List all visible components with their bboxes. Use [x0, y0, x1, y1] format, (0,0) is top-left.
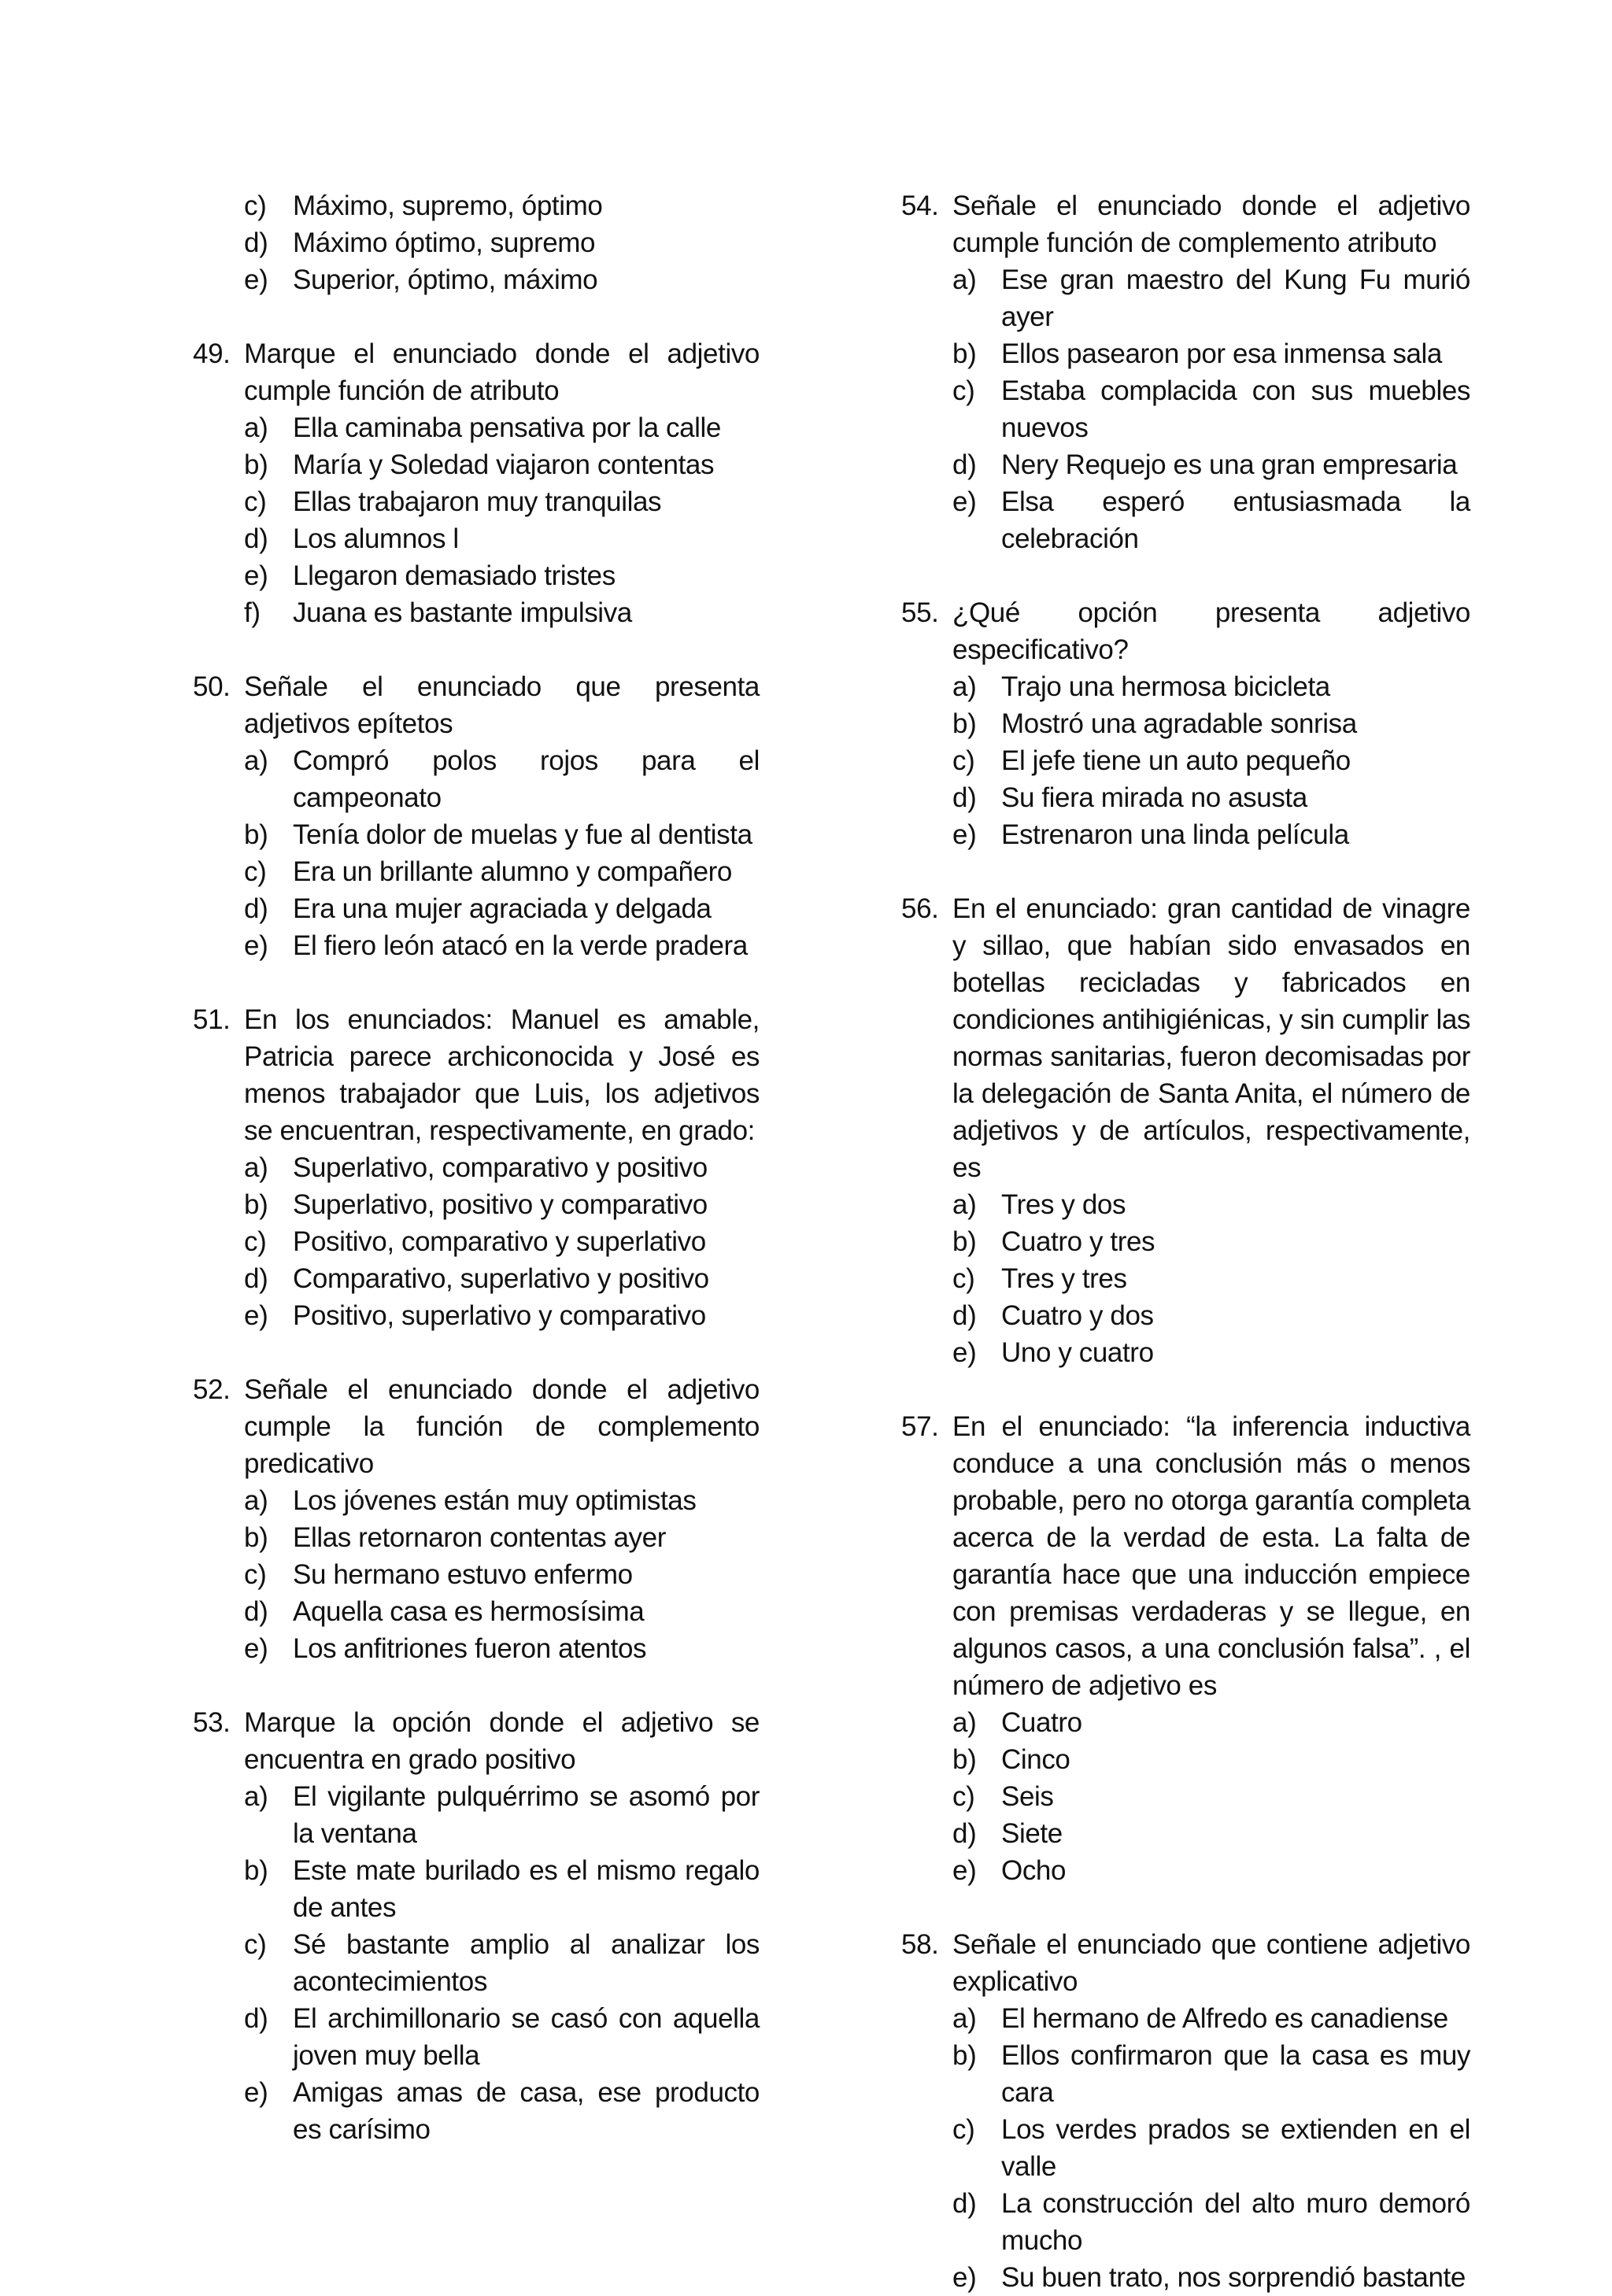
question-stem: [193, 668, 760, 742]
answer-option: [952, 1223, 1470, 1260]
option-letter: b): [244, 449, 268, 480]
answer-option: [244, 816, 760, 853]
question-text: En el enunciado: gran cantidad de vinagre y sillao, que habían sido envasados en botellas recicladas y fabricados en condiciones antihigiénicas, y sin cumplir las normas sanitarias, fueron decomisadas por la delegación de Santa Anita, el número de adjetivos y de artículos, respectivamente, es: [952, 893, 1470, 1183]
answer-option: [244, 224, 760, 261]
option-text: Estaba complacida con sus muebles nuevos: [1001, 375, 1470, 443]
answer-option: [952, 1815, 1470, 1852]
answer-option: [952, 779, 1470, 816]
answer-option: [244, 1778, 760, 1852]
option-text: Estrenaron una linda película: [1001, 819, 1349, 850]
option-letter: d): [952, 2188, 977, 2219]
option-letter: e): [952, 2262, 977, 2293]
option-letter: c): [244, 1226, 267, 1257]
options-list: [901, 668, 1470, 853]
option-letter: c): [952, 375, 975, 406]
option-text: Su hermano estuvo enfermo: [293, 1559, 633, 1590]
option-text: Nery Requejo es una gran empresaria: [1001, 449, 1458, 480]
question-text: Señale el enunciado que contiene adjetivo explicativo: [952, 1929, 1470, 1997]
question-block: [193, 1371, 760, 1667]
option-letter: b): [952, 338, 977, 369]
option-letter: d): [952, 1300, 977, 1331]
option-letter: e): [244, 264, 268, 295]
question-block: [193, 187, 760, 298]
option-text: Superlativo, positivo y comparativo: [293, 1189, 708, 1220]
right-column: [901, 187, 1470, 2296]
answer-option: [244, 557, 760, 594]
answer-option: [244, 1519, 760, 1556]
answer-option: [244, 187, 760, 224]
option-letter: a): [952, 1189, 977, 1220]
option-letter: a): [952, 1707, 977, 1738]
answer-option: [952, 2259, 1470, 2296]
answer-option: [244, 483, 760, 520]
options-list: [193, 409, 760, 631]
answer-option: [244, 742, 760, 816]
option-text: Uno y cuatro: [1001, 1337, 1154, 1368]
options-list: [193, 742, 760, 964]
option-letter: c): [952, 745, 975, 776]
question-stem: [193, 335, 760, 409]
answer-option: [244, 853, 760, 890]
question-number: 53.: [193, 1707, 231, 1738]
option-letter: d): [244, 1263, 268, 1294]
question-number: 49.: [193, 338, 231, 369]
question-text: Señale el enunciado que presenta adjetivos epítetos: [244, 671, 760, 739]
option-text: Tenía dolor de muelas y fue al dentista: [293, 819, 752, 850]
option-letter: e): [952, 1337, 977, 1368]
option-text: Tres y dos: [1001, 1189, 1126, 1220]
option-text: El jefe tiene un auto pequeño: [1001, 745, 1351, 776]
option-letter: a): [952, 264, 977, 295]
options-list: [901, 2000, 1470, 2296]
question-text: En los enunciados: Manuel es amable, Patricia parece archiconocida y José es menos trabajador que Luis, los adjetivos se encuentran, respectivamente, en grado:: [244, 1004, 760, 1146]
answer-option: [952, 1741, 1470, 1778]
option-text: Tres y tres: [1001, 1263, 1127, 1294]
answer-option: [952, 446, 1470, 483]
answer-option: [952, 2037, 1470, 2111]
answer-option: [952, 261, 1470, 335]
option-letter: c): [244, 1929, 267, 1960]
option-letter: e): [244, 560, 268, 591]
answer-option: [952, 2111, 1470, 2185]
answer-option: [244, 594, 760, 631]
question-block: [901, 890, 1470, 1371]
answer-option: [244, 1630, 760, 1667]
answer-option: [244, 2000, 760, 2074]
option-text: Máximo óptimo, supremo: [293, 227, 596, 258]
option-text: Su fiera mirada no asusta: [1001, 782, 1307, 813]
option-text: Cuatro: [1001, 1707, 1082, 1738]
option-text: Era un brillante alumno y compañero: [293, 856, 732, 887]
answer-option: [952, 372, 1470, 446]
option-letter: d): [952, 449, 977, 480]
answer-option: [244, 261, 760, 298]
answer-option: [244, 409, 760, 446]
answer-option: [244, 1852, 760, 1926]
option-text: Cuatro y tres: [1001, 1226, 1155, 1257]
option-letter: d): [244, 1596, 268, 1627]
option-letter: a): [952, 2003, 977, 2034]
option-text: Ese gran maestro del Kung Fu murió ayer: [1001, 264, 1470, 332]
question-text: Marque la opción donde el adjetivo se encuentra en grado positivo: [244, 1707, 760, 1775]
question-stem: [193, 1001, 760, 1149]
option-text: Ellas trabajaron muy tranquilas: [293, 486, 662, 517]
question-number: 55.: [901, 597, 939, 628]
option-text: Positivo, superlativo y comparativo: [293, 1300, 706, 1331]
option-letter: e): [952, 819, 977, 850]
question-number: 52.: [193, 1374, 231, 1405]
question-stem: [193, 1371, 760, 1482]
answer-option: [244, 1482, 760, 1519]
option-text: Su buen trato, nos sorprendió bastante: [1001, 2262, 1466, 2293]
options-list: [193, 187, 760, 298]
question-block: [901, 187, 1470, 557]
question-stem: [901, 1408, 1470, 1704]
options-list: [193, 1778, 760, 2148]
question-block: [901, 1926, 1470, 2296]
answer-option: [244, 1593, 760, 1630]
answer-option: [244, 1260, 760, 1297]
question-number: 50.: [193, 671, 231, 702]
option-letter: c): [952, 1781, 975, 1812]
question-stem: [901, 187, 1470, 261]
option-letter: e): [952, 1855, 977, 1886]
option-letter: c): [952, 1263, 975, 1294]
option-text: Comparativo, superlativo y positivo: [293, 1263, 709, 1294]
answer-option: [952, 1852, 1470, 1889]
answer-option: [952, 2185, 1470, 2259]
answer-option: [244, 1223, 760, 1260]
option-letter: e): [244, 1300, 268, 1331]
question-stem: [901, 1926, 1470, 2000]
answer-option: [952, 668, 1470, 705]
question-stem: [901, 594, 1470, 668]
option-letter: c): [244, 1559, 267, 1590]
option-text: El hermano de Alfredo es canadiense: [1001, 2003, 1448, 2034]
question-block: [193, 668, 760, 964]
answer-option: [244, 1149, 760, 1186]
question-block: [193, 1001, 760, 1334]
option-letter: b): [952, 1226, 977, 1257]
option-text: Los anfitriones fueron atentos: [293, 1633, 647, 1664]
question-block: [901, 594, 1470, 853]
question-block: [193, 335, 760, 631]
option-letter: d): [244, 2003, 268, 2034]
answer-option: [244, 1556, 760, 1593]
option-text: Ocho: [1001, 1855, 1067, 1886]
option-text: Seis: [1001, 1781, 1054, 1812]
option-text: Máximo, supremo, óptimo: [293, 190, 603, 221]
option-text: Positivo, comparativo y superlativo: [293, 1226, 706, 1257]
option-letter: b): [952, 2040, 977, 2071]
options-list: [901, 261, 1470, 557]
option-letter: c): [244, 190, 267, 221]
option-letter: a): [244, 412, 268, 443]
answer-option: [952, 1186, 1470, 1223]
left-column: [193, 187, 760, 2148]
option-text: Los verdes prados se extienden en el valle: [1001, 2114, 1470, 2182]
option-letter: b): [244, 1522, 268, 1553]
option-letter: b): [244, 819, 268, 850]
option-letter: f): [244, 597, 261, 628]
option-letter: d): [244, 893, 268, 924]
option-letter: e): [244, 2077, 268, 2108]
option-text: Juana es bastante impulsiva: [293, 597, 632, 628]
options-list: [193, 1482, 760, 1667]
question-block: [193, 1704, 760, 2148]
option-letter: c): [952, 2114, 975, 2145]
option-letter: b): [244, 1189, 268, 1220]
option-text: Compró polos rojos para el campeonato: [293, 745, 760, 813]
answer-option: [244, 520, 760, 557]
answer-option: [952, 1260, 1470, 1297]
answer-option: [952, 816, 1470, 853]
option-text: Superior, óptimo, máximo: [293, 264, 598, 295]
question-number: 51.: [193, 1004, 231, 1035]
question-stem: [193, 1704, 760, 1778]
question-text: ¿Qué opción presenta adjetivo especificativo?: [952, 597, 1470, 665]
option-text: Ellos confirmaron que la casa es muy cara: [1001, 2040, 1470, 2108]
option-letter: d): [244, 523, 268, 554]
option-text: Ella caminaba pensativa por la calle: [293, 412, 721, 443]
option-letter: b): [244, 1855, 268, 1886]
option-text: El archimillonario se casó con aquella joven muy bella: [293, 2003, 760, 2071]
option-text: Elsa esperó entusiasmada la celebración: [1001, 486, 1470, 554]
option-text: Siete: [1001, 1818, 1063, 1849]
question-number: 54.: [901, 190, 939, 221]
option-letter: d): [244, 227, 268, 258]
question-number: 58.: [901, 1929, 939, 1960]
answer-option: [244, 1297, 760, 1334]
option-text: Amigas amas de casa, ese producto es carísimo: [293, 2077, 760, 2145]
question-text: En el enunciado: “la inferencia inductiva conduce a una conclusión más o menos probable, pero no otorga garantía completa acerca de la verdad de esta. La falta de garantía hace que una inducción empiece con premisas verdaderas y se llegue, en algunos casos, a una conclusión falsa”. , el número de adjetivo es: [952, 1411, 1470, 1701]
option-letter: c): [244, 856, 267, 887]
answer-option: [952, 1297, 1470, 1334]
options-list: [901, 1704, 1470, 1889]
option-text: Sé bastante amplio al analizar los acontecimientos: [293, 1929, 760, 1997]
option-letter: d): [952, 782, 977, 813]
option-text: Mostró una agradable sonrisa: [1001, 708, 1357, 739]
answer-option: [952, 335, 1470, 372]
answer-option: [952, 2000, 1470, 2037]
question-text: Señale el enunciado donde el adjetivo cumple la función de complemento predicativo: [244, 1374, 760, 1479]
answer-option: [952, 483, 1470, 557]
option-text: Ellos pasearon por esa inmensa sala: [1001, 338, 1442, 369]
option-text: El vigilante pulquérrimo se asomó por la ventana: [293, 1781, 760, 1849]
answer-option: [952, 742, 1470, 779]
option-text: Ellas retornaron contentas ayer: [293, 1522, 666, 1553]
option-text: El fiero león atacó en la verde pradera: [293, 930, 748, 961]
option-letter: a): [952, 671, 977, 702]
question-stem: [901, 890, 1470, 1186]
answer-option: [244, 890, 760, 927]
option-letter: a): [244, 745, 268, 776]
question-text: Marque el enunciado donde el adjetivo cumple función de atributo: [244, 338, 760, 406]
option-text: María y Soledad viajaron contentas: [293, 449, 715, 480]
question-block: [901, 1408, 1470, 1889]
option-letter: a): [244, 1485, 268, 1516]
option-letter: a): [244, 1152, 268, 1183]
option-letter: e): [244, 1633, 268, 1664]
option-letter: e): [952, 486, 977, 517]
question-number: 56.: [901, 893, 939, 924]
answer-option: [244, 1926, 760, 2000]
answer-option: [244, 927, 760, 964]
option-text: Superlativo, comparativo y positivo: [293, 1152, 708, 1183]
options-list: [193, 1149, 760, 1334]
answer-option: [244, 1186, 760, 1223]
option-text: Los jóvenes están muy optimistas: [293, 1485, 697, 1516]
option-letter: b): [952, 1744, 977, 1775]
option-text: Este mate burilado es el mismo regalo de antes: [293, 1855, 760, 1923]
option-text: Cinco: [1001, 1744, 1070, 1775]
answer-option: [952, 705, 1470, 742]
option-letter: d): [952, 1818, 977, 1849]
question-number: 57.: [901, 1411, 939, 1442]
answer-option: [952, 1334, 1470, 1371]
answer-option: [952, 1704, 1470, 1741]
option-text: Cuatro y dos: [1001, 1300, 1154, 1331]
option-letter: b): [952, 708, 977, 739]
answer-option: [952, 1778, 1470, 1815]
option-letter: e): [244, 930, 268, 961]
option-letter: c): [244, 486, 267, 517]
option-text: Los alumnos l: [293, 523, 459, 554]
question-text: Señale el enunciado donde el adjetivo cumple función de complemento atributo: [952, 190, 1470, 258]
option-text: Era una mujer agraciada y delgada: [293, 893, 712, 924]
option-text: Trajo una hermosa bicicleta: [1001, 671, 1330, 702]
answer-option: [244, 446, 760, 483]
answer-option: [244, 2074, 760, 2148]
option-text: Llegaron demasiado tristes: [293, 560, 616, 591]
option-letter: a): [244, 1781, 268, 1812]
option-text: La construcción del alto muro demoró mucho: [1001, 2188, 1470, 2256]
option-text: Aquella casa es hermosísima: [293, 1596, 645, 1627]
options-list: [901, 1186, 1470, 1371]
